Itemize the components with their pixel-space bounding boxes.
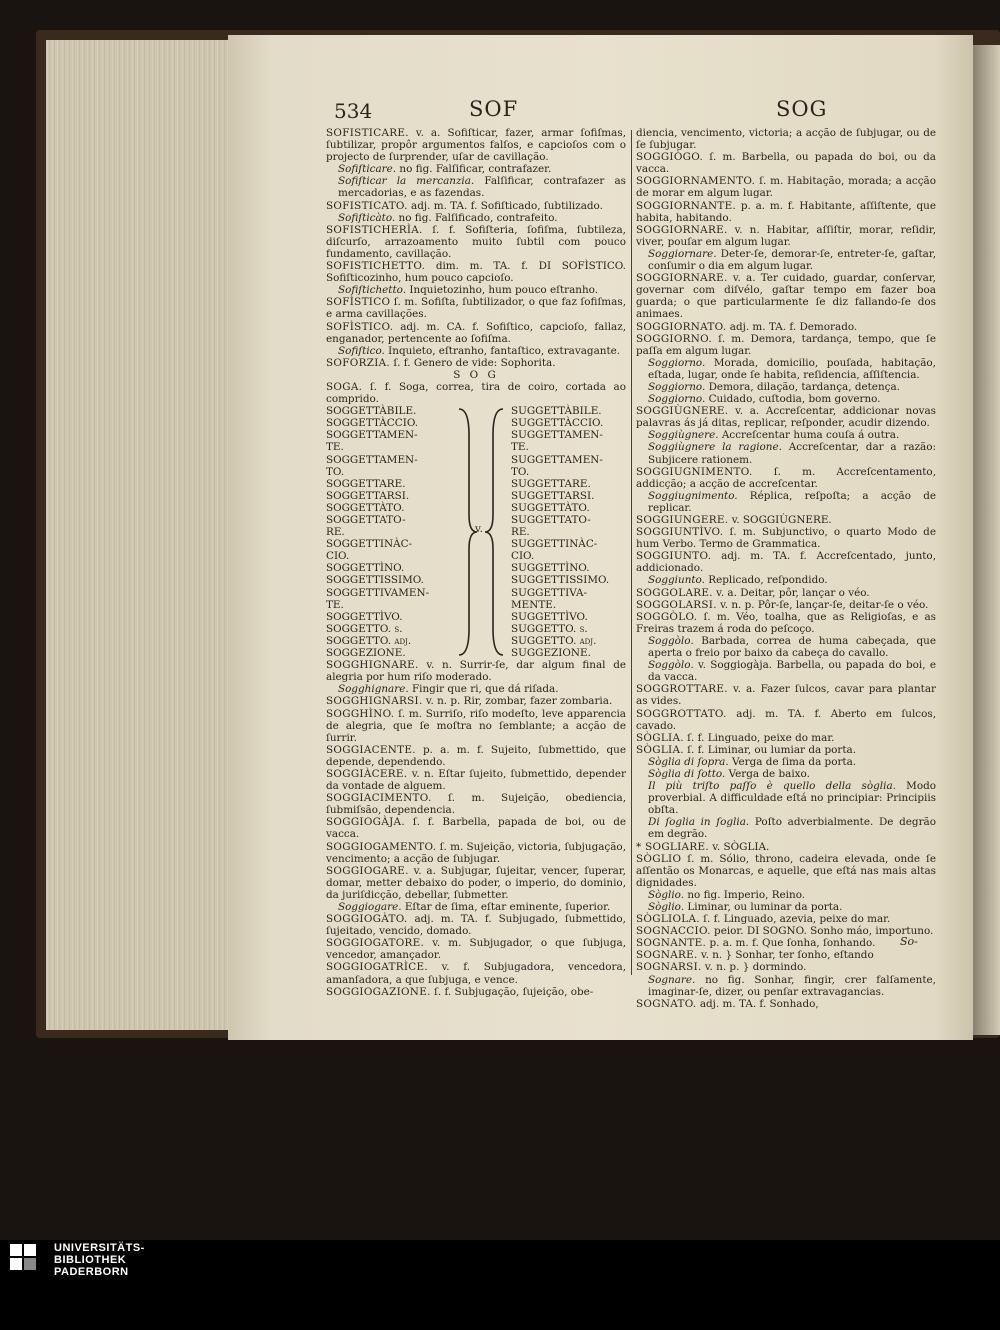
entry-headword: Di ſoglia in ſoglia. [648, 816, 750, 829]
dictionary-entry [636, 998, 936, 1010]
entry-headword: SOFISTICHERÌA. [326, 223, 423, 236]
entry-headword: SOGGIOGARE. [326, 864, 409, 877]
dictionary-entry [648, 889, 936, 901]
dictionary-entry [636, 708, 936, 732]
entry-headword: SOGGIORNARE. [636, 223, 728, 236]
entry-headword: SOGGIÀCERE. [326, 767, 408, 780]
entry-definition: Inquietozinho, hum pouco eſtranho. [406, 284, 599, 297]
cross-ref-term: SOGGETTINÀC- [326, 538, 413, 551]
entry-definition: ſ. f. Subjugação, ſujeição, obe- [430, 985, 594, 998]
entry-definition: Replicado, reſpondido. [704, 574, 828, 587]
entry-headword: Sofiſticar la mercanzia. [338, 175, 475, 188]
cross-ref-term: SUGGETTAMEN- [511, 429, 603, 442]
cross-ref-term: SOGGETTO. ſ. [326, 622, 403, 635]
entry-definition: peior. DI SOGNO. Sonho máo, importuno. [710, 925, 934, 938]
entry-headword: SOGA. [326, 380, 363, 393]
library-name [54, 1242, 145, 1278]
dictionary-entry [636, 683, 936, 707]
brace-bracket [451, 405, 511, 659]
entry-headword: SOGNARSI. [636, 961, 702, 974]
cross-ref-term: SOGGETTO. adj. [326, 634, 412, 647]
entry-definition: v. a. Fazer ſulcos, cavar para plantar as vides. [636, 683, 936, 708]
entry-definition: Verga de baixo. [725, 767, 810, 780]
entry-headword: Soggiogare. [338, 901, 402, 913]
entry-definition: no fig. Falſificado, contrafeito. [395, 211, 558, 224]
entry-definition: ſ. f. Linguado, azevia, peixe do mar. [699, 913, 891, 926]
dictionary-entry [326, 127, 626, 163]
dictionary-entry [326, 792, 626, 816]
entry-headword: SOGNANTE. [636, 937, 707, 950]
dictionary-entry [326, 768, 626, 792]
cross-ref-term: SOGGEZIONE. [326, 647, 406, 660]
right-column [636, 127, 936, 1010]
entry-definition: v. SÒGLIA. [708, 840, 770, 853]
entry-definition: Fingir que ri, que dá riſada. [408, 683, 559, 696]
entry-definition: Falſificar, contrafazer as mercadorias, e as fazendas. [338, 175, 626, 200]
entry-definition: ſ. f. Soga, correa, tira de coiro, cortada ao comprido. [326, 380, 626, 406]
cross-ref-term: SOGGETTAMEN- [326, 429, 418, 442]
dictionary-entry [648, 357, 936, 381]
cross-ref-term: RE. [326, 526, 345, 539]
entry-definition: p. a. m. f. Sujeito, ſubmettido, que depende, dependendo. [326, 743, 626, 768]
dictionary-entry [648, 490, 936, 514]
entry-definition: Deter-ſe, demorar-ſe, entreter-ſe, gaſtar, conſumir o dia em algum lugar. [648, 247, 936, 273]
dictionary-entry [648, 816, 936, 840]
dictionary-entry [636, 175, 936, 199]
cross-ref-term: SUGGETTATO- [511, 514, 591, 526]
entry-headword: Soggiugnimento. [648, 489, 738, 502]
entry-headword: SOFISTICHETTO. [326, 260, 426, 273]
entry-headword: SOGGOLARE. [636, 586, 713, 599]
dictionary-entry [648, 429, 936, 441]
entry-definition: v. a. Ter cuidado, guardar, conſervar, governar com diſvélo, gaſtar tempo em fazer boa guarda; o que particularmente ſe diz fallando-ſe dos animaes. [636, 272, 936, 321]
entry-headword: SOGGIOGÀJA. [326, 816, 405, 829]
dictionary-entry [636, 405, 936, 429]
entry-definition: ſ. m. Subjunctivo, o quarto Modo de hum Verbo. Termo de Grammatica. [636, 526, 936, 551]
page-header [228, 97, 973, 127]
entry-headword: Sofiſtichetto. [338, 284, 407, 297]
cross-ref-term: SOGGETTÀCCIO. [326, 417, 419, 430]
entry-headword: Soggiorno. [648, 356, 706, 369]
dictionary-entry [636, 587, 936, 599]
dictionary-entry [636, 151, 936, 175]
dictionary-entry [636, 526, 936, 550]
dictionary-entry [326, 224, 626, 260]
entry-definition: v. n. Surrir-ſe, dar algum final de alegria por hum riſo moderado. [326, 659, 626, 684]
entry-headword: SOGGIOGATRÌCE. [326, 961, 428, 974]
entry-headword: SOGGIÒGO. [636, 151, 704, 164]
cross-ref-term: TE. [326, 441, 344, 454]
entry-definition: adj. m. TA. f. Sofiſticado, ſubtilizado. [407, 199, 603, 212]
cross-ref-term: TE. [511, 441, 529, 454]
entry-headword: Sognare. [648, 973, 696, 986]
left-column [326, 127, 626, 998]
entry-headword: Sofiſtico. [338, 344, 385, 357]
entry-definition: ſ. m. Véo, toalha, que as Religioſas, e as Freiras trazem á roda do peſcoço. [636, 610, 936, 635]
entry-definition: Poſto adverbialmente. De degrão em degrão. [648, 816, 936, 841]
entry-headword: SOGGIORNAMENTO. [636, 175, 756, 188]
dictionary-entry [338, 175, 626, 199]
entry-definition: v. a. Sofiſticar, fazer, armar ſofiſmas, ſubtilizar, propôr argumentos falſos, e capcioſos com o projecto de ſurprender, uſar de cavillação. [326, 127, 626, 164]
entry-headword: Soggiorno. [648, 393, 706, 406]
cross-ref-term: SOGGETTARSI. [326, 489, 410, 502]
cross-ref-term: SUGGETTARE. [511, 477, 591, 490]
cross-ref-term: SOGGETTÌVO. [326, 610, 403, 623]
dictionary-entry [326, 986, 626, 998]
library-line-3: PADERBORN [54, 1266, 129, 1278]
entry-headword: SOFORZIA. [326, 356, 391, 369]
entry-definition: adj. m. CA. f. Sofiſtico, capcioſo, fallaz, enganador, pertencente ao ſofiſma. [326, 320, 626, 345]
entry-headword: Soggòlo. [648, 634, 694, 647]
entry-headword: SOGGIOGÀTO. [326, 913, 408, 926]
cross-ref-term: SUGGETTÀCCIO. [511, 417, 604, 430]
brace-verbum: v. [475, 523, 483, 536]
cross-ref-term: SUGGETTAMEN- [511, 453, 603, 466]
entry-headword: SOGGIORNO. [636, 332, 712, 345]
dictionary-entry [326, 937, 626, 961]
cross-ref-term: SOGGETTIVAMEN- [326, 586, 430, 599]
dictionary-entry [326, 659, 626, 683]
entry-definition: ſ. m. Sólio, throno, cadeira elevada, onde ſe aſſentão os Monarcas, e aquelle, que eſtá nas mais altas dignidades. [636, 852, 936, 889]
cross-ref-term: SUGGETTO. adj. [511, 634, 597, 647]
dictionary-entry [338, 212, 626, 224]
dictionary-entry [338, 284, 626, 296]
entry-headword: SOGGROTTARE. [636, 683, 728, 696]
cross-ref-term: TE. [326, 598, 344, 611]
entry-headword: SOGNATO. [636, 997, 697, 1010]
dictionary-entry [648, 901, 936, 913]
entry-definition: ſ. m. Surriſo, riſo modeſto, leve apparencia de alegria, que ſe moſtra no ſemblante; a acção de ſurrir. [326, 707, 626, 744]
entry-definition: adj. m. TA. f. Demorado. [726, 320, 858, 333]
dictionary-entry [338, 683, 626, 695]
entry-headword: SOGGÒLO. [636, 610, 698, 623]
dictionary-entry [326, 708, 626, 744]
dictionary-entry [326, 913, 626, 937]
entry-headword: Sòglia di ſotto. [648, 767, 726, 780]
entry-definition: Morada, domicilio, pouſada, habitação, eſtada, lugar, onde ſe habita, reſidencia, aſſiſtencia. [648, 356, 936, 381]
entry-headword: SOGGIUNTO. [636, 550, 712, 563]
cross-ref-term: SUGGETTIVA- [511, 586, 588, 599]
entry-definition: adj. m. TA. f. Subjugado, ſubmettido, ſujeitado, vencido, domado. [326, 913, 626, 938]
entry-definition: Cuidado, cuſtodia, bom governo. [705, 393, 881, 406]
dictionary-entry [636, 611, 936, 635]
entry-definition: v. n. Habitar, aſſiſtir, morar, reſidir, viver, pouſar em algum lugar. [636, 223, 936, 248]
section-heading: S O G [453, 368, 499, 381]
entry-headword: Soggòlo. [648, 659, 694, 672]
dictionary-entry [338, 901, 626, 913]
entry-headword: SOFISTICARE. [326, 127, 409, 139]
dictionary-entry [636, 224, 936, 248]
dictionary-entry [648, 248, 936, 272]
entry-headword: SÒGLIA. [636, 731, 684, 744]
dictionary-entry [636, 550, 936, 574]
dictionary-entry [326, 200, 626, 212]
dictionary-entry [326, 357, 626, 369]
entry-definition: Réplica, reſpoſta; a acção de replicar. [648, 489, 936, 514]
entry-headword: Soggiornare. [648, 247, 717, 260]
page-number: 534 [334, 99, 373, 123]
cross-ref-term: SUGGETTÀBILE. [511, 405, 602, 418]
entry-headword: SOGNARE. [636, 949, 698, 962]
dictionary-entry [326, 321, 626, 345]
cross-ref-right-list [511, 405, 626, 659]
cross-ref-term: RE. [511, 526, 530, 539]
dictionary-entry [636, 925, 936, 937]
entry-definition: v. n. p. } dormindo. [701, 961, 807, 974]
entry-definition: adj. m. TA. f. Accreſcentado, junto, addicionado. [636, 550, 936, 575]
dictionary-entry [648, 393, 936, 405]
entry-headword: SOFISTICATO. [326, 199, 408, 212]
entry-headword: SOGGIOGATORE. [326, 937, 425, 950]
dictionary-entry [648, 574, 936, 586]
dictionary-entry [636, 949, 936, 961]
column-divider [631, 130, 632, 975]
cross-ref-term: SUGGETTARSI. [511, 489, 595, 502]
cross-ref-term: SOGGETTAMEN- [326, 453, 418, 466]
dictionary-entry [326, 260, 626, 284]
dictionary-entry [648, 756, 936, 768]
dictionary-entry [326, 961, 626, 985]
dictionary-entry [648, 780, 936, 816]
dictionary-entry [326, 841, 626, 865]
entry-headword: Soggiorno. [648, 380, 706, 393]
cross-ref-term: CIO. [326, 550, 350, 563]
entry-headword: SOGGROTTATO. [636, 707, 727, 720]
entry-headword: SOGGIORNATO. [636, 320, 727, 333]
dictionary-entry [636, 466, 936, 490]
dictionary-entry [636, 127, 936, 151]
dictionary-entry [636, 200, 936, 224]
dictionary-entry [636, 514, 936, 526]
cross-ref-term: SUGGEZIONE. [511, 647, 591, 660]
entry-definition: ſ. m. Sujeição, victoria, ſubjugação, vencimento; a acção de ſubjugar. [326, 840, 626, 865]
dictionary-entry [636, 599, 936, 611]
library-line-2: BIBLIOTHEK [54, 1254, 127, 1266]
entry-definition: v. n. Eſtar ſujeito, ſubmettido, depender da vontade de alguem. [326, 767, 626, 793]
entry-definition: no fig. Sonhar, fingir, crer falſamente, imaginar-ſe, dizer, ou penſar extravagancias. [648, 973, 936, 998]
dictionary-entry [338, 163, 626, 175]
entry-definition: v. a. Subjugar, ſujeitar, vencer, ſuperar, domar, metter debaixo do poder, o imperio, do dominio, da juriſdicção, debellar, ſubmetter. [326, 864, 626, 901]
entry-headword: Sofiſticare. [338, 163, 397, 176]
entry-headword: SOGGIORNANTE. [636, 199, 737, 212]
entry-headword: SOGGIORNARE. [636, 272, 728, 285]
entry-headword: SÒGLIOLA. [636, 913, 700, 926]
cross-ref-term: SUGGETTÌNO. [511, 562, 590, 575]
cross-ref-term: SUGGETTISSIMO. [511, 574, 610, 587]
entry-definition: ſ. m. Demora, tardança, tempo, que ſe paſſa em algum lugar. [636, 332, 936, 357]
dictionary-entry [636, 333, 936, 357]
cross-ref-term: SOGGETTISSIMO. [326, 574, 424, 587]
entry-headword: SOGGIOGAZIONE. [326, 985, 431, 998]
cross-ref-term: CIO. [511, 550, 535, 563]
entry-definition: no fig. Imperio, Reino. [684, 888, 806, 901]
dictionary-entry [636, 321, 936, 333]
library-line-1: UNIVERSITÄTS- [54, 1242, 145, 1254]
entry-definition: ſ. m. Barbella, ou papada do boi, ou da vacca. [636, 151, 936, 176]
cross-ref-term: SOGGETTATO- [326, 514, 406, 526]
entry-headword: Sòglia di ſopra. [648, 755, 729, 768]
entry-headword: SÒGLIO [636, 852, 682, 865]
entry-definition: ſ. f. Genero de vide: Sophorita. [390, 356, 556, 369]
entry-headword: SOGGHIGNARE. [326, 659, 419, 672]
dictionary-entry [636, 961, 936, 973]
dictionary-page [228, 35, 973, 1040]
entry-definition: v. SOGGIÙGNERE. [728, 514, 832, 526]
cross-ref-term: MENTE. [511, 598, 557, 611]
dictionary-entry [326, 296, 626, 320]
entry-definition: v. n. p. Pôr-ſe, lançar-ſe, deitar-ſe o véo. [716, 598, 929, 611]
entry-headword: SOGNACCIO. [636, 925, 711, 938]
entry-definition: diencia, vencimento, victoria; a acção de ſubjugar, ou de ſe ſubjugar. [636, 127, 936, 152]
facing-page-edge [973, 45, 1000, 1035]
dictionary-entry [636, 841, 936, 853]
dictionary-entry [636, 853, 936, 889]
entry-definition: v. f. Subjugadora, vencedora, amanſadora, a que ſubjuga, e vence. [326, 961, 626, 986]
dictionary-entry [326, 381, 626, 405]
entry-headword: Soggiunto. [648, 574, 705, 587]
dictionary-entry [636, 937, 936, 949]
entry-definition: Accreſcentar, dar a razão: Subjicere rationem. [648, 441, 936, 466]
entry-definition: Inquieto, eſtranho, fantaſtico, extravagante. [384, 344, 621, 357]
dictionary-entry [648, 974, 936, 998]
cross-ref-term: SUGGETTO. ſ. [511, 622, 588, 635]
entry-headword: Il più triſto paſſo è quello della sòglia. [648, 780, 896, 793]
entry-definition: ſ. m. Accreſcentamento, addicção; a acção de accreſcentar. [636, 465, 936, 490]
dictionary-entry [636, 913, 936, 925]
dictionary-entry [326, 865, 626, 901]
page-edges [46, 40, 232, 1030]
entry-headword: Sòglio. [648, 888, 685, 901]
entry-headword: SOGGIUNTÌVO. [636, 526, 724, 539]
entry-definition: adj. m. TA. f. Aberto em ſulcos, cavado. [636, 707, 936, 732]
dictionary-entry [326, 695, 626, 707]
cross-ref-term: SOGGETTÀTO. [326, 501, 405, 514]
entry-headword: * SOGLIARE. [636, 840, 709, 853]
entry-headword: SOGGHÌNO. [326, 707, 395, 720]
cross-ref-left-list [326, 405, 451, 659]
entry-definition: no fig. Falſificar, contrafazer. [396, 163, 552, 176]
cross-ref-term: TO. [326, 465, 345, 478]
entry-headword: Sogghignare. [338, 683, 409, 696]
entry-definition: ſ. m. Habitação, morada; a acção de morar em algum lugar. [636, 175, 936, 200]
running-head-left: SOF [469, 97, 519, 121]
dictionary-entry [648, 381, 936, 393]
dictionary-entry [648, 659, 936, 683]
entry-headword: Soggiùgnere la ragione. [648, 441, 782, 454]
dictionary-entry [648, 768, 936, 780]
cross-ref-term: SUGGETTÌVO. [511, 610, 588, 623]
dictionary-entry [648, 441, 936, 465]
dictionary-entry [326, 744, 626, 768]
entry-definition: ſ. f. Linguado, peixe do mar. [683, 731, 835, 744]
entry-definition: v. a. Deitar, pôr, lançar o véo. [712, 586, 870, 599]
entry-headword: SOFÌSTICO [326, 296, 391, 309]
entry-definition: dim. m. TA. f. DI SOFÌSTICO. Sofiſticozinho, hum pouco capcioſo. [326, 260, 626, 285]
entry-headword: SOGGIÙGNERE. [636, 405, 729, 418]
dictionary-entry [338, 345, 626, 357]
cross-ref-term: SOGGETTARE. [326, 477, 406, 490]
entry-definition: v. m. Subjugador, o que ſubjuga, vencedor, amançador. [326, 937, 626, 962]
entry-definition: Verga de ſima da porta. [728, 755, 857, 768]
entry-definition: Demora, dilação, tardança, detença. [705, 380, 900, 393]
entry-definition: p. a. m. f. Que ſonha, ſonhando. [706, 937, 876, 950]
library-logo-icon [8, 1242, 48, 1282]
entry-definition: ſ. f. Barbella, papada de boi, ou de vacca. [326, 816, 626, 841]
entry-definition: ſ. m. Sofiſta, ſubtilizador, o que faz ſofiſmas, e arma cavillações. [326, 296, 626, 321]
entry-definition: v. n. } Sonhar, ter ſonho, eſtando [697, 949, 874, 962]
entry-headword: SOGGIACIMENTO. [326, 792, 432, 805]
entry-definition: ſ. f. Liminar, ou lumiar da porta. [683, 743, 857, 756]
library-footer [0, 1240, 1000, 1330]
dictionary-entry [636, 744, 936, 756]
entry-headword: Sofiſticàto. [338, 211, 396, 224]
entry-definition: adj. m. TA. f. Sonhado, [696, 997, 819, 1010]
entry-definition: v. Soggiogàja. Barbella, ou papada do boi, e da vacca. [648, 659, 936, 684]
cross-ref-term: SUGGETTÀTO. [511, 501, 590, 514]
entry-headword: Sòglio. [648, 901, 685, 913]
entry-headword: Soggiùgnere. [648, 429, 719, 442]
entry-headword: SOGGIUNGERE. [636, 514, 729, 526]
cross-reference-block [326, 405, 626, 659]
cross-ref-term: SOGGETTÀBILE. [326, 405, 417, 418]
dictionary-entry [326, 816, 626, 840]
dictionary-entry [636, 732, 936, 744]
entry-definition: Eſtar de ſima, eſtar eminente, ſuperior. [401, 901, 611, 913]
entry-definition: v. n. p. Rir, zombar, fazer zombaria. [422, 695, 613, 708]
running-head-right: SOG [776, 97, 828, 121]
dictionary-entry [648, 635, 936, 659]
entry-definition: Barbada, correa de huma cabeçada, que aperta o freio por baixo da cabeça do cavallo. [648, 634, 936, 660]
entry-definition: Accreſcentar huma couſa á outra. [718, 429, 900, 442]
entry-headword: SOGGIOGAMENTO. [326, 840, 437, 853]
entry-definition: ſ. f. Sofiſteria, ſofiſma, ſubtileza, diſcurſo, arrazoamento muito ſubtil com pouco fundamento, cavillação. [326, 223, 626, 260]
entry-headword: SOGGOLARSI. [636, 598, 717, 611]
cross-ref-term: TO. [511, 465, 530, 478]
entry-definition: Liminar, ou luminar da porta. [684, 901, 843, 913]
entry-definition: p. a. m. f. Habitante, aſſiſtente, que habita, habitando. [636, 199, 936, 224]
cross-ref-term: SOGGETTÌNO. [326, 562, 405, 575]
entry-definition: ſ. m. Sujeição, obediencia, ſubmiſsão, dependencia. [326, 792, 626, 817]
entry-headword: SOFÌSTICO. [326, 320, 394, 333]
entry-headword: SOGGHIGNARSI. [326, 695, 423, 708]
catchword: So- [900, 935, 918, 948]
entry-definition: Modo proverbial. A difficuldade eſtá no principiar: Principiis obſta. [648, 780, 936, 817]
entry-definition: v. a. Accreſcentar, addicionar novas palavras ás já ditas, replicar, reſponder, acudir dizendo. [636, 405, 936, 430]
dictionary-entry [636, 272, 936, 320]
entry-headword: SÒGLIA. [636, 743, 684, 756]
entry-headword: SOGGIACENTE. [326, 743, 416, 756]
entry-headword: SOGGIUGNIMENTO. [636, 465, 753, 478]
cross-ref-term: SUGGETTINÀC- [511, 538, 598, 551]
